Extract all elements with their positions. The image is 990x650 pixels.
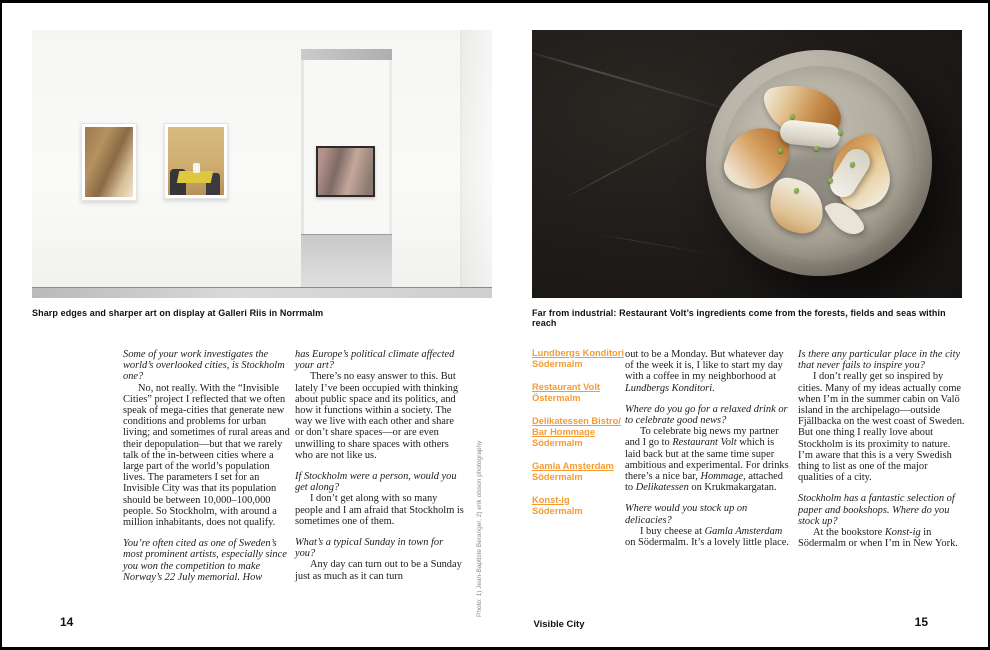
food-photo — [532, 30, 962, 298]
venue-item — [532, 461, 624, 483]
artwork-frame-1 — [81, 123, 137, 201]
venue-link[interactable]: Lundbergs Konditori — [532, 348, 624, 358]
slate-crack — [560, 120, 711, 201]
page-number-right: 15 — [914, 615, 928, 629]
text-column-left-1 — [123, 349, 292, 583]
interview-answer: out to be a Monday. But whatever day of the week it is, I like to start my day with a coffee in my neighborhood at Lundbergs Konditori. — [625, 349, 784, 394]
footer-title: Visible City — [533, 619, 585, 630]
venue-list — [532, 348, 624, 529]
venue-area: Östermalm — [532, 393, 581, 403]
interview-answer: No, not really. With the “Invisible Cities” project I reflected that we often speak of mega-cities that generate new conditions and problems for urban living; and sometimes of rural areas and their depopulation—but that we rarely talk of the in-between cities where a large part of the world’s population lives. The parameters I set for an Invisible City was that its population should be between 10,000–100,000 people. So Stockholm, with around a million inhabitants, does not qualify. — [123, 382, 290, 529]
venue-link[interactable]: Gamla Amsterdam — [532, 461, 614, 471]
interview-question: Stockholm has a fantastic selection of paper and bookshops. Where do you stock up? — [798, 493, 955, 527]
interview-question: If Stockholm were a person, would you get along? — [295, 471, 457, 494]
interview-answer: I don’t really get so inspired by cities. Many of my ideas actually come when I’m in the summer cabin on Valö island in the archipelago—outside Fjällbacka on the west coast of Sweden. But one thing I really love about Stockholm is its proximity to nature. I’m aware that this is a very Swedish thing to list as one of the major qualities of a city. — [798, 371, 965, 484]
right-photo-caption: Far from industrial: Restaurant Volt’s ingredients come from the forests, fields and seas within reach — [532, 308, 946, 328]
venue-area: Södermalm — [532, 472, 583, 482]
venue-item — [532, 416, 624, 449]
photo-credit: Photo: 1) Jean-Baptiste Beranger, 2) erik olsson photography — [476, 440, 483, 617]
interview-answer: To celebrate big news my partner and I go to Restaurant Volt which is laid back but at the same time super ambitious and experimental. For drinks there’s a nice bar, Hommage, attached to Delikatessen on Krukmakargatan. — [625, 426, 789, 494]
artwork-2-jug — [193, 163, 200, 173]
interview-question: Is there any particular place in the city that never fails to inspire you? — [798, 349, 961, 372]
interview-question: Where would you stock up on delicacies? — [625, 503, 748, 526]
interview-answer: I don’t get along with so many people and I am afraid that Stockholm is sometimes one of them. — [295, 493, 464, 527]
artwork-frame-3 — [316, 146, 375, 197]
text-column-left-2 — [295, 349, 464, 582]
text-column-right-2 — [798, 349, 965, 549]
left-photo-caption: Sharp edges and sharper art on display at Galleri Riis in Norrmalm — [32, 308, 324, 318]
backroom-floor — [301, 234, 392, 289]
venue-area: Södermalm — [532, 438, 583, 448]
artwork-3-image — [318, 148, 373, 195]
slate-crack — [593, 233, 731, 258]
interview-question: has Europe’s political climate affected your art? — [295, 349, 455, 372]
interview-answer: At the bookstore Konst-ig in Södermalm or when I’m in New York. — [798, 527, 958, 550]
venue-area: Södermalm — [532, 506, 583, 516]
venue-item — [532, 348, 624, 370]
venue-link[interactable]: Restaurant Volt — [532, 382, 601, 392]
interview-answer: There’s no easy answer to this. But lately I’ve been occupied with thinking about public space and its politics, and how it functions within a society. The way we live with each other and share or don’t share spaces—or are even unwilling to share spaces with others who are not like us. — [295, 371, 459, 461]
interview-question: What’s a typical Sunday in town for you? — [295, 537, 444, 560]
gallery-floor — [32, 287, 492, 298]
page-number-left: 14 — [60, 615, 74, 629]
gallery-doorway — [301, 49, 392, 289]
text-column-right-1 — [625, 349, 792, 548]
gallery-photo — [32, 30, 492, 298]
venue-item — [532, 382, 624, 404]
wall-right-shade — [462, 30, 492, 288]
artwork-2-image — [168, 127, 224, 195]
interview-answer: I buy cheese at Gamla Amsterdam on Södermalm. It’s a lovely little place. — [625, 525, 789, 549]
interview-answer: Any day can turn out to be a Sunday just as much as it can turn — [295, 559, 462, 582]
interview-question: Where do you go for a relaxed drink or to celebrate good news? — [625, 403, 788, 427]
artwork-1-image — [85, 127, 133, 197]
venue-link[interactable]: Delikatessen Bistro/ Bar Hommage — [532, 416, 621, 437]
interview-question: Some of your work investigates the world’s overlooked cities, is Stockholm one? — [123, 349, 285, 383]
venue-link[interactable]: Konst-ig — [532, 495, 570, 505]
interview-question: You’re often cited as one of Sweden’s most prominent artists, especially since you won the competition to make Norway’s 22 July memorial. How — [123, 538, 287, 583]
artwork-frame-2 — [164, 123, 228, 199]
venue-area: Södermalm — [532, 359, 583, 369]
venue-item — [532, 495, 624, 517]
doorway-lintel — [301, 49, 392, 60]
